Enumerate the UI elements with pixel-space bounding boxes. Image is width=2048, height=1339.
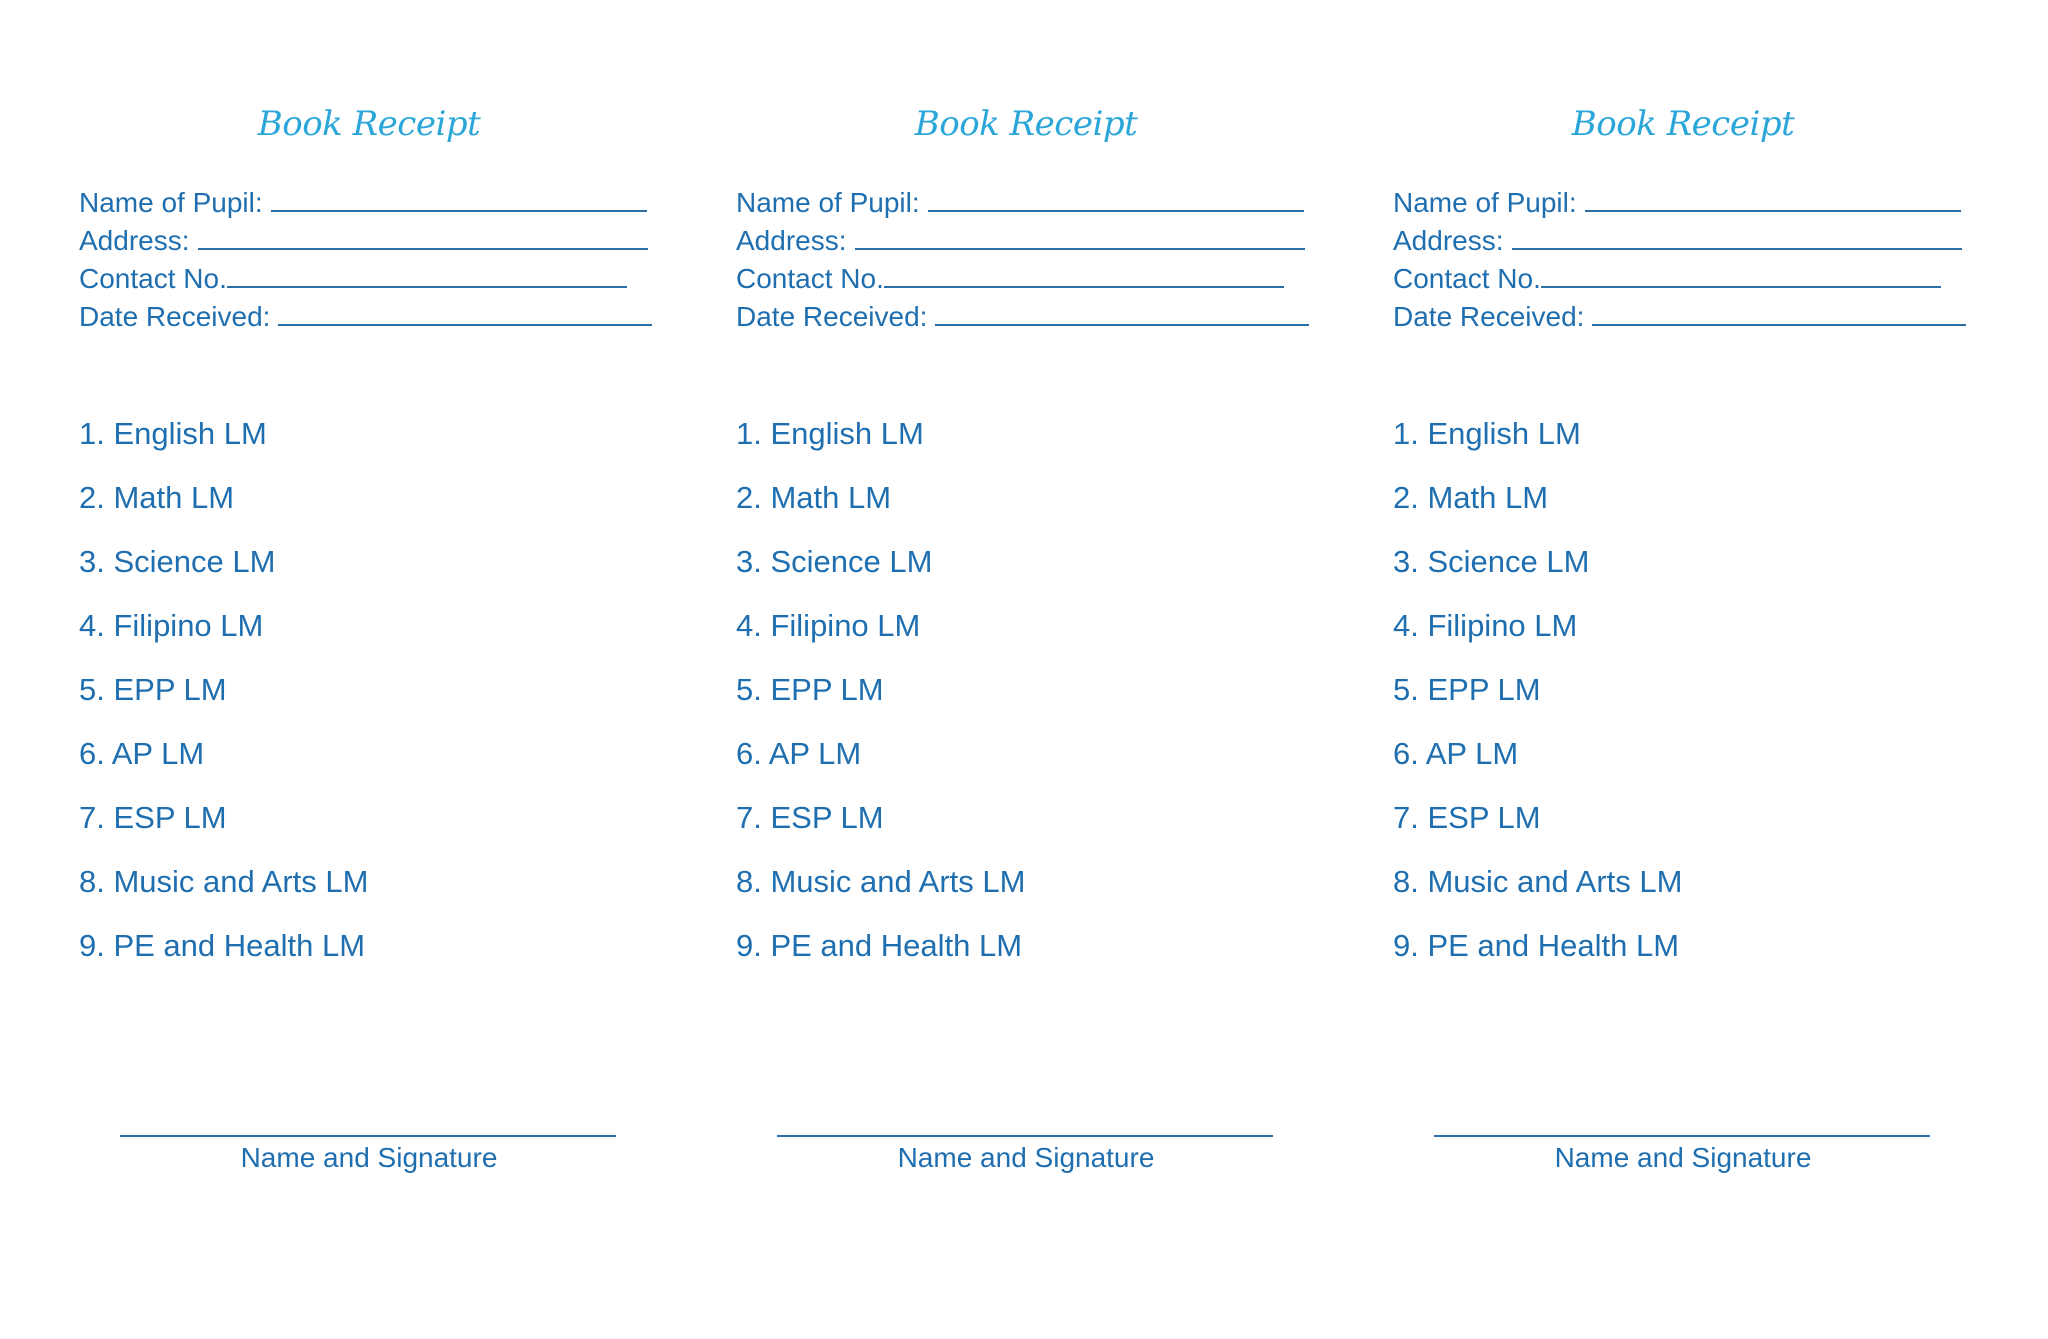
list-item: 9. PE and Health LM	[79, 928, 366, 963]
contact-no-field	[1393, 258, 1941, 296]
name-of-pupil-label: Name of Pupil:	[79, 187, 263, 218]
contact-no-label: Contact No.	[736, 263, 884, 294]
address-label: Address:	[736, 225, 847, 256]
name-of-pupil-field	[79, 182, 647, 220]
contact-no-line[interactable]	[1541, 258, 1941, 288]
list-item: 1. English LM	[1393, 416, 1581, 451]
contact-no-label: Contact No.	[1393, 263, 1541, 294]
signature-line[interactable]	[777, 1135, 1273, 1137]
list-item: 5. EPP LM	[1393, 672, 1541, 707]
list-item: 2. Math LM	[79, 480, 235, 515]
list-item: 7. ESP LM	[736, 800, 884, 835]
list-item: 1. English LM	[79, 416, 267, 451]
name-of-pupil-field	[736, 182, 1304, 220]
list-item: 2. Math LM	[1393, 480, 1549, 515]
contact-no-line[interactable]	[884, 258, 1284, 288]
date-received-field	[736, 296, 1309, 334]
list-item: 5. EPP LM	[79, 672, 227, 707]
book-receipt-1	[79, 0, 679, 1339]
date-received-line[interactable]	[1592, 296, 1966, 326]
list-item: 3. Science LM	[736, 544, 933, 579]
name-of-pupil-line[interactable]	[1585, 182, 1961, 212]
list-item: 6. AP LM	[79, 736, 205, 771]
address-field	[79, 220, 648, 258]
contact-no-label: Contact No.	[79, 263, 227, 294]
signature-line[interactable]	[120, 1135, 616, 1137]
contact-no-line[interactable]	[227, 258, 627, 288]
book-receipt-2	[736, 0, 1336, 1339]
list-item: 6. AP LM	[1393, 736, 1519, 771]
name-of-pupil-field	[1393, 182, 1961, 220]
name-of-pupil-line[interactable]	[928, 182, 1304, 212]
list-item: 8. Music and Arts LM	[736, 864, 1026, 899]
list-item: 1. English LM	[736, 416, 924, 451]
list-item: 2. Math LM	[736, 480, 892, 515]
receipt-title: Book Receipt	[914, 104, 1138, 144]
contact-no-field	[79, 258, 627, 296]
address-line[interactable]	[1512, 220, 1962, 250]
list-item: 4. Filipino LM	[736, 608, 921, 643]
address-label: Address:	[79, 225, 190, 256]
name-of-pupil-label: Name of Pupil:	[1393, 187, 1577, 218]
book-list	[736, 402, 1025, 978]
book-receipt-3	[1393, 0, 1993, 1339]
list-item: 4. Filipino LM	[1393, 608, 1578, 643]
receipt-title: Book Receipt	[257, 104, 481, 144]
date-received-label: Date Received:	[1393, 301, 1585, 332]
book-list	[79, 402, 368, 978]
name-of-pupil-line[interactable]	[271, 182, 647, 212]
name-of-pupil-label: Name of Pupil:	[736, 187, 920, 218]
address-label: Address:	[1393, 225, 1504, 256]
signature-label: Name and Signature	[240, 1142, 498, 1173]
list-item: 7. ESP LM	[79, 800, 227, 835]
list-item: 8. Music and Arts LM	[79, 864, 369, 899]
address-line[interactable]	[198, 220, 648, 250]
list-item: 4. Filipino LM	[79, 608, 264, 643]
date-received-line[interactable]	[935, 296, 1309, 326]
signature-label: Name and Signature	[897, 1142, 1155, 1173]
list-item: 8. Music and Arts LM	[1393, 864, 1683, 899]
address-field	[1393, 220, 1962, 258]
address-field	[736, 220, 1305, 258]
date-received-field	[79, 296, 652, 334]
list-item: 7. ESP LM	[1393, 800, 1541, 835]
list-item: 3. Science LM	[1393, 544, 1590, 579]
list-item: 5. EPP LM	[736, 672, 884, 707]
signature-label: Name and Signature	[1554, 1142, 1812, 1173]
contact-no-field	[736, 258, 1284, 296]
date-received-label: Date Received:	[736, 301, 928, 332]
signature-line[interactable]	[1434, 1135, 1930, 1137]
list-item: 6. AP LM	[736, 736, 862, 771]
list-item: 9. PE and Health LM	[1393, 928, 1680, 963]
receipt-title: Book Receipt	[1571, 104, 1795, 144]
date-received-label: Date Received:	[79, 301, 271, 332]
list-item: 9. PE and Health LM	[736, 928, 1023, 963]
book-list	[1393, 402, 1682, 978]
list-item: 3. Science LM	[79, 544, 276, 579]
date-received-line[interactable]	[278, 296, 652, 326]
date-received-field	[1393, 296, 1966, 334]
address-line[interactable]	[855, 220, 1305, 250]
